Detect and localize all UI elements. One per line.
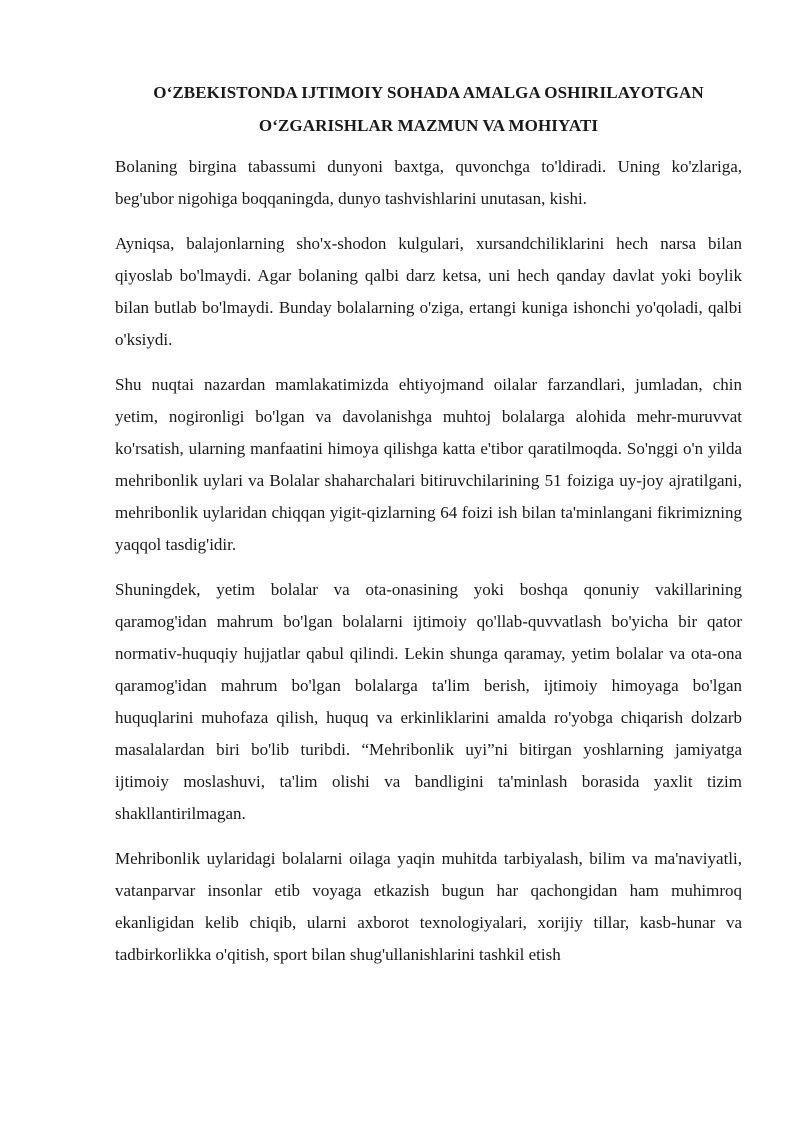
- paragraph-2: Ayniqsa, balajonlarning sho'x-shodon kulgulari, xursandchiliklarini hech narsa bilan qiyoslab bo'lmaydi. Agar bolaning qalbi darz ketsa, uni hech qanday davlat yoki boylik bilan butlab bo'lmaydi. Bunday bolalarning o'ziga, ertangi kuniga ishonchi yo'qoladi, qalbi o'ksiydi.: [115, 234, 742, 349]
- paragraph-5: Mehribonlik uylaridagi bolalarni oilaga yaqin muhitda tarbiyalash, bilim va ma'naviyatli, vatanparvar insonlar etib voyaga etkazish bugun har qachongidan ham muhimroq ekanligidan kelib chiqib, ularni axborot texnologiyalari, xorijiy tillar, kasb-hunar va tadbirkorlikka o'qitish, sport bilan shug'ullanishlarini tashkil etish: [115, 849, 742, 964]
- title-line-1: O‘ZBEKISTONDA IJTIMOIY SOHADA AMALGA OSHIRILAYOTGAN: [153, 83, 704, 102]
- paragraph-4: Shuningdek, yetim bolalar va ota-onasining yoki boshqa qonuniy vakillarining qaramog'idan mahrum bo'lgan bolalarni ijtimoiy qo'llab-quvvatlash bo'yicha bir qator normativ-huquqiy hujjatlar qabul qilindi. Lekin shunga qaramay, yetim bolalar va ota-ona qaramog'idan mahrum bo'lgan bolalarga ta'lim berish, ijtimoiy himoyaga bo'lgan huquqlarini muhofaza qilish, huquq va erkinliklarini amalda ro'yobga chiqarish dolzarb masalalardan biri bo'lib turibdi. “Mehribonlik uyi”ni bitirgan yoshlarning jamiyatga ijtimoiy moslashuvi, ta'lim olishi va bandligini ta'minlash borasida yaxlit tizim shakllantirilmagan.: [115, 580, 742, 823]
- document-title: [115, 76, 742, 142]
- title-line-2: O‘ZGARISHLAR MAZMUN VA MOHIYATI: [258, 116, 599, 135]
- document-page: [115, 76, 742, 984]
- paragraph-1: Bolaning birgina tabassumi dunyoni baxtga, quvonchga to'ldiradi. Uning ko'zlariga, beg'ubor nigohiga boqqaningda, dunyo tashvishlarini unutasan, kishi.: [115, 157, 742, 208]
- paragraph-3: Shu nuqtai nazardan mamlakatimizda ehtiyojmand oilalar farzandlari, jumladan, chin yetim, nogironligi bo'lgan va davolanishga muhtoj bolalarga alohida mehr-muruvvat ko'rsatish, ularning manfaatini himoya qilishga katta e'tibor qaratilmoqda. So'nggi o'n yilda mehribonlik uylari va Bolalar shaharchalari bitiruvchilarining 51 foiziga uy-joy ajratilgani, mehribonlik uylaridan chiqqan yigit-qizlarning 64 foizi ish bilan ta'minlangani fikrimizning yaqqol tasdig'idir.: [115, 375, 742, 554]
